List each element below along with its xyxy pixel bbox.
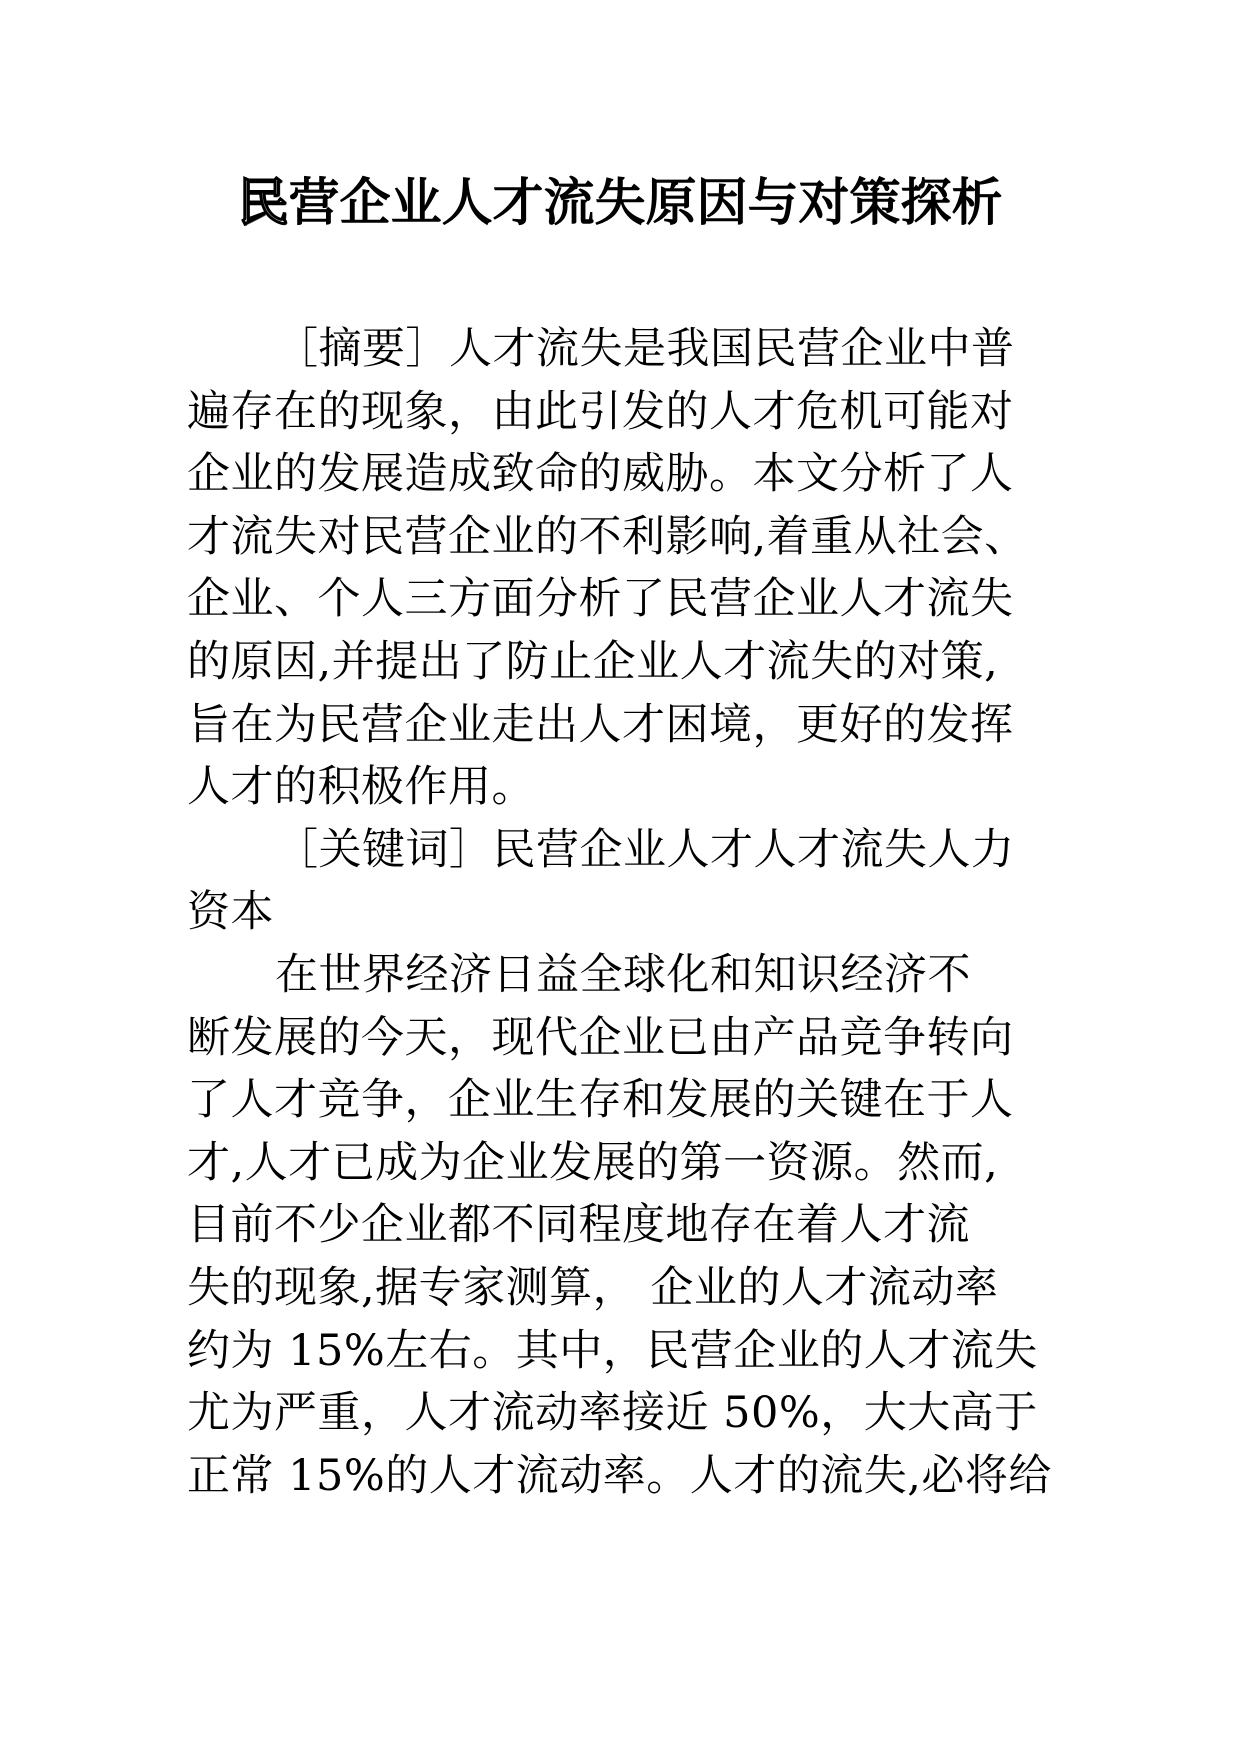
paragraph-line: 了人才竞争，企业生存和发展的关键在于人: [187, 1075, 1014, 1126]
paragraph-line: 失的现象,据专家测算， 企业的人才流动率: [187, 1262, 999, 1313]
title-text: 营企业人才流失原因与对策探析: [288, 173, 1003, 233]
keywords-line: 资本: [187, 887, 274, 938]
paragraph-line: 正常 15%的人才流动率。人才的流失,必将给: [187, 1450, 1052, 1501]
abstract-line: 企业的发展造成致命的威胁。本文分析了人: [187, 449, 1014, 500]
document-body: [187, 318, 1067, 1507]
paragraph-line: 在世界经济日益全球化和知识经济不: [275, 949, 971, 1000]
title-first-char: 民: [237, 173, 289, 233]
abstract-line: 旨在为民营企业走出人才困境，更好的发挥: [187, 699, 1014, 750]
document-title: [180, 168, 1060, 238]
paragraph-line: 约为 15%左右。其中，民营企业的人才流失: [187, 1325, 1038, 1376]
abstract-line: 企业、个人三方面分析了民营企业人才流失: [187, 574, 1014, 625]
abstract-line: 人才的积极作用。: [187, 762, 535, 813]
abstract-line: 遍存在的现象，由此引发的人才危机可能对: [187, 386, 1014, 437]
paragraph-line: 断发展的今天，现代企业已由产品竞争转向: [187, 1012, 1014, 1063]
paragraph-line: 目前不少企业都不同程度地存在着人才流: [187, 1200, 970, 1251]
abstract-line: ［摘要］人才流失是我国民营企业中普: [275, 324, 1015, 374]
abstract-line: 的原因,并提出了防止企业人才流失的对策,: [187, 636, 999, 687]
abstract-line: 才流失对民营企业的不利影响,着重从社会、: [187, 511, 1028, 562]
paragraph-line: 尤为严重，人才流动率接近 50%，大大高于: [187, 1388, 1038, 1439]
paragraph-line: 才,人才已成为企业发展的第一资源。然而,: [187, 1137, 999, 1188]
keywords-line: ［关键词］民营企业人才人才流失人力: [275, 824, 1015, 875]
